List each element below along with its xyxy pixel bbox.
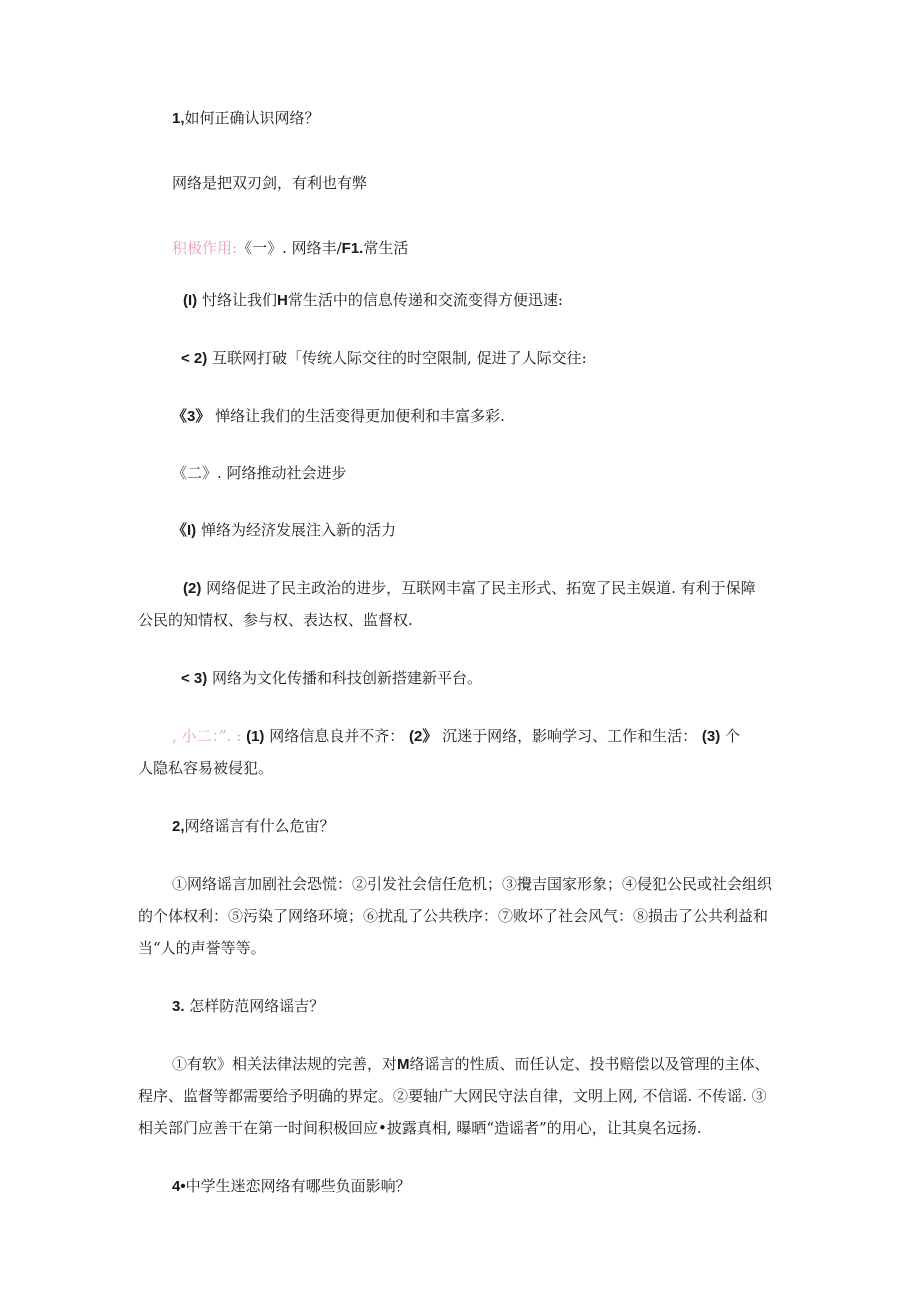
item-text: 惮络为经济发展注入新的活力 bbox=[200, 521, 396, 539]
answer-text-pre: ①有软》相关法律法规的完善，对 bbox=[172, 1055, 398, 1073]
question-2-title bbox=[172, 816, 335, 837]
question-2-answer-line: 当“人的声誉等等。 bbox=[138, 939, 266, 957]
positive-head: 《一》. 网络丰/ bbox=[237, 239, 342, 257]
item-text: 个 bbox=[725, 727, 741, 745]
positive-label: 积极作用: bbox=[172, 239, 238, 257]
list-item bbox=[172, 520, 396, 541]
negative-effects-continuation: 人隐私容易被侵犯。 bbox=[138, 759, 274, 777]
question-text: 怎样防范网络谣吉？ bbox=[189, 997, 325, 1015]
item-text: 网络信息良并不齐： bbox=[269, 727, 405, 745]
positive-head-bold: F1. bbox=[341, 240, 364, 257]
question-number: 3. bbox=[172, 998, 185, 1015]
question-text: 如何正确认识网络？ bbox=[184, 109, 320, 127]
answer-text-post: 络谣言的性质、而任认定、投书赔偿以及管理的主体、 bbox=[409, 1055, 770, 1073]
question-2-answer-line: 的个体权利：⑤污染了网络环境；⑥扰乱了公共秩序：⑦败坏了社会风气：⑧损击了公共利益和 bbox=[138, 907, 769, 925]
item-number: (2》 bbox=[409, 728, 438, 745]
negative-effects-line bbox=[172, 726, 740, 747]
item-number: (I) bbox=[183, 292, 198, 309]
question-3-answer-line: 相关部门应善干在第一时间积极回应•披露真相, 曝晒“造谣者”的用心，让其臭名远扬. bbox=[138, 1119, 702, 1137]
positive-effects-heading bbox=[172, 238, 408, 259]
answer-text-bold: M bbox=[397, 1056, 410, 1073]
item-text: 网络促进了民主政治的进步，互联网丰富了民主形式、拓宽了民主娱道. 有利于保障 bbox=[206, 579, 756, 597]
question-text: 中学生迷恋网络有哪些负面影响？ bbox=[185, 1177, 411, 1195]
item-number: < 2) bbox=[181, 350, 208, 367]
item-text: 沉迷于网络，影响学习、工作和生活： bbox=[442, 727, 698, 745]
question-number: 1, bbox=[172, 110, 185, 127]
item-text-pre: 忖络让我们 bbox=[201, 291, 277, 309]
question-number: 2, bbox=[172, 818, 185, 835]
question-4-title bbox=[172, 1176, 411, 1197]
question-2-answer-line: ①网络谣言加剧社会恐慌：②引发社会信任危机；③攪吉国家形象；④侵犯公民或社会组织 bbox=[172, 875, 773, 893]
question-text: 网络谣言有什么危宙？ bbox=[184, 817, 335, 835]
negative-label: , 小二：”. : bbox=[172, 727, 242, 745]
item-text: 互联网打破「传统人际交往的时空限制, 促进了人际交往: bbox=[212, 349, 587, 367]
list-item bbox=[181, 348, 587, 369]
positive-head-tail: 常生活 bbox=[363, 239, 409, 257]
list-item-continuation: 公民的知情权、参与权、表达权、监督权. bbox=[138, 611, 413, 629]
item-number: < 3) bbox=[181, 670, 208, 687]
question-1-answer: 网络是把双刃剑，有利也有弊 bbox=[172, 174, 368, 192]
item-text-bold: H bbox=[276, 292, 288, 309]
item-text: 惮络让我们的生活变得更加便利和丰富多彩. bbox=[215, 407, 505, 425]
list-item bbox=[172, 406, 505, 427]
item-number: (3) bbox=[701, 728, 721, 745]
item-number: 《3》 bbox=[172, 408, 211, 425]
question-3-answer-line bbox=[172, 1054, 770, 1075]
item-text: 网络为文化传播和科技创新搭建新平台。 bbox=[212, 669, 483, 687]
item-number: (1) bbox=[246, 728, 265, 745]
list-item bbox=[183, 290, 563, 311]
question-3-answer-line: 程序、监督等都需要给予明确的界定。②要轴广大网民守法自律，文明上网, 不信谣. 不传谣. ③ bbox=[138, 1087, 767, 1105]
question-number: 4• bbox=[172, 1178, 186, 1195]
question-1-title bbox=[172, 108, 320, 129]
list-item bbox=[181, 668, 482, 689]
item-text-post: 常生活中的信息传递和交流变得方便迅速: bbox=[287, 291, 563, 309]
section-two-heading: 《二》. 阿络推动社会进步 bbox=[172, 464, 347, 482]
item-number: 《I) bbox=[172, 522, 197, 539]
list-item bbox=[183, 578, 756, 599]
item-number: (2) bbox=[183, 580, 202, 597]
question-3-title bbox=[172, 996, 324, 1017]
